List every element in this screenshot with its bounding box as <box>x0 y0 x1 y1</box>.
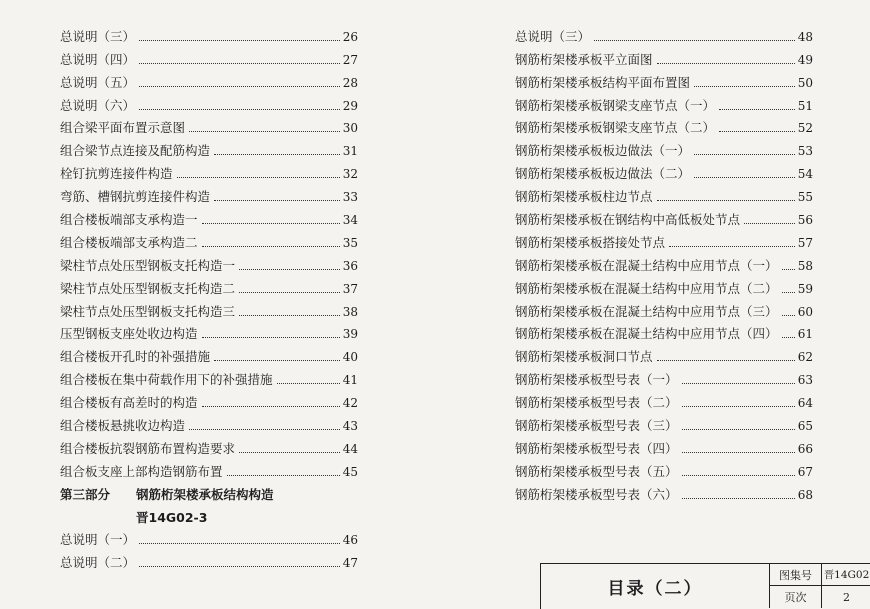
dot-leader <box>227 475 340 476</box>
part3-code: 晋14G02-3 <box>136 509 208 525</box>
toc-entry <box>515 159 813 182</box>
toc-entry-title: 钢筋桁架楼承板柱边节点 <box>515 189 653 205</box>
toc-entry-title: 组合楼板悬挑收边构造 <box>60 418 186 434</box>
toc-entry-title: 钢筋桁架楼承板钢梁支座节点（二） <box>515 120 716 136</box>
toc-right-column <box>515 22 813 503</box>
dot-leader <box>189 429 340 430</box>
dot-leader <box>682 498 795 499</box>
toc-entry-title: 组合板支座上部构造钢筋布置 <box>60 463 223 479</box>
toc-entry-page: 67 <box>797 464 813 479</box>
toc-entry-page: 58 <box>797 258 813 273</box>
toc-entry-title: 总说明（五） <box>60 74 136 90</box>
toc-entry-title: 钢筋桁架楼承板型号表（六） <box>515 486 678 502</box>
toc-entry-title: 钢筋桁架楼承板钢梁支座节点（一） <box>515 97 716 113</box>
toc-entry <box>60 136 358 159</box>
toc-entry-title: 组合梁节点连接及配筋构造 <box>60 143 211 159</box>
toc-entry-title: 压型钢板支座处收边构造 <box>60 326 198 342</box>
toc-entry-page: 33 <box>342 190 358 205</box>
toc-entry-page: 46 <box>342 533 358 548</box>
toc-entry-page: 37 <box>342 281 358 296</box>
toc-entry-page: 52 <box>797 121 813 136</box>
toc-entry <box>515 434 813 457</box>
toc-entry-page: 28 <box>342 75 358 90</box>
page-value: 2 <box>843 590 850 604</box>
toc-entry-page: 35 <box>342 235 358 250</box>
toc-entry <box>515 205 813 228</box>
toc-left-column <box>60 22 358 571</box>
toc-entry-page: 26 <box>342 29 358 44</box>
dot-leader <box>744 223 795 224</box>
toc-entry-title: 组合梁平面布置示意图 <box>60 120 186 136</box>
toc-entry-page: 44 <box>342 441 358 456</box>
toc-entry <box>60 411 358 434</box>
toc-entry-page: 64 <box>797 396 813 411</box>
dot-leader <box>177 177 340 178</box>
toc-entry <box>60 434 358 457</box>
toc-entry <box>515 136 813 159</box>
toc-entry-title: 钢筋桁架楼承板型号表（二） <box>515 395 678 411</box>
toc-entry-title: 总说明（三） <box>515 28 591 44</box>
dot-leader <box>782 292 795 293</box>
toc-entry-title: 梁柱节点处压型钢板支托构造三 <box>60 303 236 319</box>
toc-entry-page: 65 <box>797 419 813 434</box>
toc-entry <box>60 526 358 549</box>
toc-entry-page: 42 <box>342 396 358 411</box>
toc-entry-title: 钢筋桁架楼承板在混凝土结构中应用节点（二） <box>515 280 778 296</box>
toc-entry-title: 钢筋桁架楼承板在钢结构中高低板处节点 <box>515 212 741 228</box>
dot-leader <box>202 406 340 407</box>
toc-entry <box>515 91 813 114</box>
toc-entry <box>60 365 358 388</box>
toc-entry <box>515 457 813 480</box>
toc-entry <box>515 45 813 68</box>
toc-entry-page: 57 <box>797 235 813 250</box>
toc-entry-title: 钢筋桁架楼承板平立面图 <box>515 51 653 67</box>
toc-entry <box>515 480 813 503</box>
toc-entry-page: 30 <box>342 121 358 136</box>
dot-leader <box>239 269 340 270</box>
toc-entry-page: 36 <box>342 258 358 273</box>
toc-entry <box>515 251 813 274</box>
title-block <box>540 563 870 609</box>
toc-entry-page: 66 <box>797 441 813 456</box>
toc-entry <box>60 297 358 320</box>
toc-entry <box>60 274 358 297</box>
toc-entry-title: 钢筋桁架楼承板在混凝土结构中应用节点（一） <box>515 257 778 273</box>
toc-entry-title: 钢筋桁架楼承板在混凝土结构中应用节点（四） <box>515 326 778 342</box>
toc-entry-page: 29 <box>342 98 358 113</box>
dot-leader <box>682 383 795 384</box>
toc-entry-page: 54 <box>797 167 813 182</box>
toc-entry <box>515 68 813 91</box>
dot-leader <box>682 429 795 430</box>
toc-entry-page: 60 <box>797 304 813 319</box>
toc-entry-page: 53 <box>797 144 813 159</box>
toc-entry-page: 63 <box>797 373 813 388</box>
dot-leader <box>277 383 340 384</box>
dot-leader <box>239 292 340 293</box>
dot-leader <box>782 337 795 338</box>
toc-entry <box>515 22 813 45</box>
toc-entry-title: 组合楼板开孔时的补强措施 <box>60 349 211 365</box>
dot-leader <box>239 452 340 453</box>
dot-leader <box>719 109 795 110</box>
dot-leader <box>782 269 795 270</box>
toc-entry-title: 组合楼板有高差时的构造 <box>60 395 198 411</box>
toc-entry-page: 38 <box>342 304 358 319</box>
toc-entry <box>515 342 813 365</box>
toc-entry-page: 45 <box>342 464 358 479</box>
toc-entry-title: 钢筋桁架楼承板板边做法（一） <box>515 143 691 159</box>
toc-entry-title: 钢筋桁架楼承板型号表（五） <box>515 463 678 479</box>
dot-leader <box>139 63 340 64</box>
toc-entry <box>60 228 358 251</box>
dot-leader <box>657 200 795 201</box>
dot-leader <box>682 475 795 476</box>
toc-entry-page: 51 <box>797 98 813 113</box>
toc-entry <box>60 548 358 571</box>
toc-entry-title: 钢筋桁架楼承板结构平面布置图 <box>515 74 691 90</box>
toc-entry-title: 钢筋桁架楼承板板边做法（二） <box>515 166 691 182</box>
toc-entry <box>515 228 813 251</box>
toc-left-list-after <box>60 526 358 572</box>
toc-entry-title: 栓钉抗剪连接件构造 <box>60 166 173 182</box>
toc-entry-title: 钢筋桁架楼承板搭接处节点 <box>515 234 666 250</box>
toc-entry-page: 39 <box>342 327 358 342</box>
dot-leader <box>202 337 340 338</box>
toc-entry <box>60 45 358 68</box>
title-block-title: 目录（二） <box>541 564 770 608</box>
toc-entry <box>60 91 358 114</box>
toc-entry <box>60 22 358 45</box>
toc-entry-page: 62 <box>797 350 813 365</box>
toc-entry-title: 钢筋桁架楼承板型号表（四） <box>515 440 678 456</box>
toc-entry <box>515 365 813 388</box>
toc-entry <box>60 159 358 182</box>
dot-leader <box>682 406 795 407</box>
toc-entry <box>515 297 813 320</box>
toc-entry-title: 组合楼板在集中荷载作用下的补强措施 <box>60 372 273 388</box>
toc-entry <box>515 182 813 205</box>
page-label: 页次 <box>770 586 822 608</box>
dot-leader <box>694 86 795 87</box>
toc-entry-page: 43 <box>342 419 358 434</box>
toc-entry-page: 49 <box>797 52 813 67</box>
atlas-label: 图集号 <box>770 564 822 586</box>
toc-entry-page: 50 <box>797 75 813 90</box>
toc-entry-title: 钢筋桁架楼承板型号表（三） <box>515 418 678 434</box>
dot-leader <box>694 154 795 155</box>
dot-leader <box>782 315 795 316</box>
dot-leader <box>202 246 340 247</box>
toc-entry-page: 41 <box>342 373 358 388</box>
dot-leader <box>139 543 340 544</box>
toc-entry-page: 34 <box>342 213 358 228</box>
toc-entry-title: 钢筋桁架楼承板在混凝土结构中应用节点（三） <box>515 303 778 319</box>
toc-entry <box>60 68 358 91</box>
toc-entry-page: 48 <box>797 29 813 44</box>
toc-entry-page: 32 <box>342 167 358 182</box>
toc-entry-page: 47 <box>342 556 358 571</box>
part3-heading <box>60 480 358 503</box>
toc-entry-page: 40 <box>342 350 358 365</box>
dot-leader <box>139 566 340 567</box>
part3-title: 钢筋桁架楼承板结构构造 <box>136 486 274 502</box>
dot-leader <box>214 154 340 155</box>
toc-entry-title: 钢筋桁架楼承板型号表（一） <box>515 372 678 388</box>
toc-entry-page: 59 <box>797 281 813 296</box>
toc-entry-title: 总说明（四） <box>60 51 136 67</box>
toc-entry <box>515 388 813 411</box>
toc-entry <box>515 411 813 434</box>
toc-entry <box>60 114 358 137</box>
dot-leader <box>214 200 340 201</box>
toc-left-list <box>60 22 358 480</box>
toc-entry <box>60 388 358 411</box>
toc-entry-title: 组合楼板抗裂钢筋布置构造要求 <box>60 440 236 456</box>
part3-label: 第三部分 <box>60 486 111 502</box>
toc-entry <box>60 251 358 274</box>
toc-entry-title: 组合楼板端部支承构造一 <box>60 212 198 228</box>
toc-entry-title: 梁柱节点处压型钢板支托构造一 <box>60 257 236 273</box>
toc-entry <box>515 114 813 137</box>
toc-entry-page: 31 <box>342 144 358 159</box>
dot-leader <box>657 63 795 64</box>
toc-entry-title: 钢筋桁架楼承板洞口节点 <box>515 349 653 365</box>
toc-entry-title: 总说明（三） <box>60 28 136 44</box>
toc-entry-page: 68 <box>797 487 813 502</box>
toc-entry-page: 56 <box>797 213 813 228</box>
toc-entry <box>60 182 358 205</box>
toc-entry-title: 组合楼板端部支承构造二 <box>60 234 198 250</box>
toc-entry-title: 弯筋、槽钢抗剪连接件构造 <box>60 189 211 205</box>
dot-leader <box>189 131 340 132</box>
dot-leader <box>202 223 340 224</box>
toc-entry <box>60 457 358 480</box>
toc-entry-title: 总说明（六） <box>60 97 136 113</box>
dot-leader <box>657 360 795 361</box>
atlas-value: 晋14G02 <box>822 564 870 586</box>
toc-entry-title: 总说明（二） <box>60 555 136 571</box>
dot-leader <box>239 315 340 316</box>
toc-entry <box>515 320 813 343</box>
dot-leader <box>594 40 795 41</box>
dot-leader <box>139 40 340 41</box>
toc-entry-page: 55 <box>797 190 813 205</box>
dot-leader <box>669 246 795 247</box>
dot-leader <box>139 109 340 110</box>
toc-entry <box>60 205 358 228</box>
dot-leader <box>682 452 795 453</box>
toc-entry-title: 总说明（一） <box>60 532 136 548</box>
toc-entry-page: 61 <box>797 327 813 342</box>
dot-leader <box>694 177 795 178</box>
dot-leader <box>139 86 340 87</box>
toc-entry <box>60 320 358 343</box>
toc-entry-page: 27 <box>342 52 358 67</box>
dot-leader <box>214 360 340 361</box>
dot-leader <box>719 131 795 132</box>
toc-right-list <box>515 22 813 503</box>
toc-entry <box>515 274 813 297</box>
toc-entry <box>60 342 358 365</box>
toc-entry-title: 梁柱节点处压型钢板支托构造二 <box>60 280 236 296</box>
